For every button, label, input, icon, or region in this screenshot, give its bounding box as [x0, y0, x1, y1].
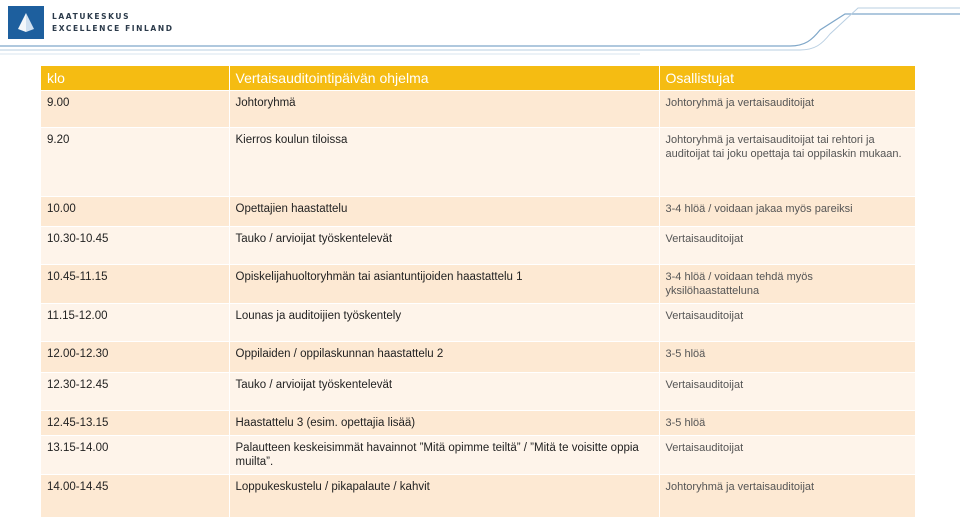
table-row — [41, 475, 915, 517]
cell-time: 10.45-11.15 — [41, 265, 229, 304]
cell-participants: 3-4 hlöä / voidaan jakaa myös pareiksi — [659, 197, 915, 227]
cell-participants: 3-5 hlöä — [659, 411, 915, 436]
table-header-row — [41, 66, 915, 91]
cell-time: 13.15-14.00 — [41, 436, 229, 475]
cell-program: Lounas ja auditoijien työskentely — [229, 304, 659, 342]
cell-program: Opettajien haastattelu — [229, 197, 659, 227]
cell-participants: Johtoryhmä ja vertaisauditoijat tai rehtori ja auditoijat tai joku opettaja tai oppilaskin mukaan. — [659, 128, 915, 197]
cell-participants: Vertaisauditoijat — [659, 227, 915, 265]
header-program: Vertaisauditointipäivän ohjelma — [229, 66, 659, 91]
table-row — [41, 197, 915, 227]
cell-program: Johtoryhmä — [229, 91, 659, 128]
cell-program: Kierros koulun tiloissa — [229, 128, 659, 197]
table-row — [41, 128, 915, 197]
table-row — [41, 227, 915, 265]
table-row — [41, 411, 915, 436]
table-row — [41, 373, 915, 411]
cell-time: 12.00-12.30 — [41, 342, 229, 373]
cell-time: 11.15-12.00 — [41, 304, 229, 342]
cell-participants: Johtoryhmä ja vertaisauditoijat — [659, 91, 915, 128]
cell-participants: Vertaisauditoijat — [659, 436, 915, 475]
cell-program: Oppilaiden / oppilaskunnan haastattelu 2 — [229, 342, 659, 373]
cell-program: Tauko / arvioijat työskentelevät — [229, 373, 659, 411]
cell-participants: Vertaisauditoijat — [659, 304, 915, 342]
header-swoosh-decoration — [0, 0, 960, 60]
cell-participants: Johtoryhmä ja vertaisauditoijat — [659, 475, 915, 517]
table-row — [41, 265, 915, 304]
cell-time: 9.20 — [41, 128, 229, 197]
table-row — [41, 91, 915, 128]
cell-time: 10.00 — [41, 197, 229, 227]
cell-program: Loppukeskustelu / pikapalaute / kahvit — [229, 475, 659, 517]
cell-program: Tauko / arvioijat työskentelevät — [229, 227, 659, 265]
cell-time: 14.00-14.45 — [41, 475, 229, 517]
schedule-table — [41, 66, 916, 517]
cell-time: 12.45-13.15 — [41, 411, 229, 436]
cell-program: Haastattelu 3 (esim. opettajia lisää) — [229, 411, 659, 436]
cell-participants: Vertaisauditoijat — [659, 373, 915, 411]
cell-program: Palautteen keskeisimmät havainnot ”Mitä opimme teiltä” / ”Mitä te voisitte oppia muilta”. — [229, 436, 659, 475]
cell-participants: 3-5 hlöä — [659, 342, 915, 373]
header-participants: Osallistujat — [659, 66, 915, 91]
cell-participants: 3-4 hlöä / voidaan tehdä myös yksilöhaastatteluna — [659, 265, 915, 304]
slide-header — [0, 0, 960, 60]
table-row — [41, 436, 915, 475]
table-row — [41, 342, 915, 373]
cell-time: 9.00 — [41, 91, 229, 128]
cell-time: 10.30-10.45 — [41, 227, 229, 265]
brand-line-2: EXCELLENCE FINLAND — [52, 24, 174, 33]
table-row — [41, 304, 915, 342]
cell-time: 12.30-12.45 — [41, 373, 229, 411]
brand-line-1: LAATUKESKUS — [52, 12, 131, 21]
cell-program: Opiskelijahuoltoryhmän tai asiantuntijoiden haastattelu 1 — [229, 265, 659, 304]
header-time: klo — [41, 66, 229, 91]
